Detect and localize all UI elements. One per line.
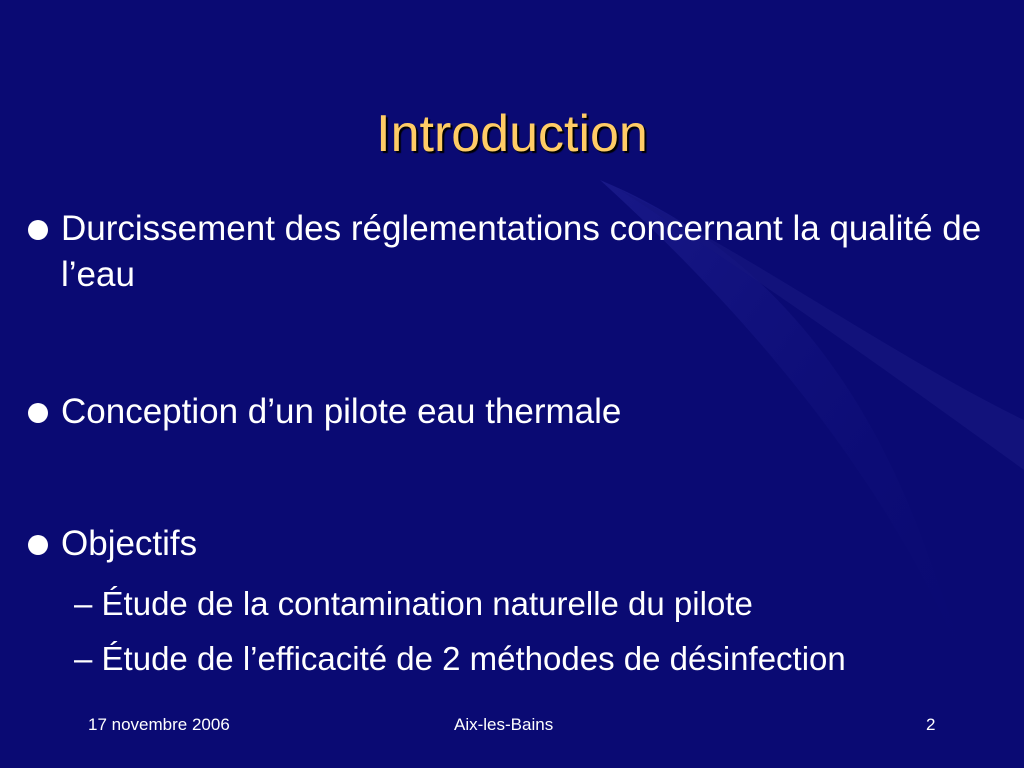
bullet-item — [28, 206, 1018, 298]
bullet-text: Objectifs — [61, 524, 198, 563]
bullet-text: Conception d’un pilote eau thermale — [61, 392, 622, 431]
dash-marker: – — [74, 585, 93, 622]
bullet-item — [28, 389, 1018, 435]
footer-page-number: 2 — [926, 715, 936, 734]
slide-title: Introduction — [376, 105, 648, 163]
bullet-dot-icon — [28, 403, 48, 423]
bullet-item — [28, 521, 1018, 567]
subbullet-item — [74, 638, 846, 680]
subbullet-item — [74, 583, 753, 625]
subbullet-text: Étude de la contamination naturelle du pilote — [101, 585, 753, 622]
subbullet-text: Étude de l’efficacité de 2 méthodes de désinfection — [101, 640, 846, 677]
bullet-text: Durcissement des réglementations concernant la qualité de l’eau — [61, 209, 982, 294]
bullet-dot-icon — [28, 535, 48, 555]
dash-marker: – — [74, 640, 93, 677]
footer-date: 17 novembre 2006 — [88, 715, 230, 734]
bullet-dot-icon — [28, 220, 48, 240]
footer-location: Aix-les-Bains — [454, 715, 554, 734]
